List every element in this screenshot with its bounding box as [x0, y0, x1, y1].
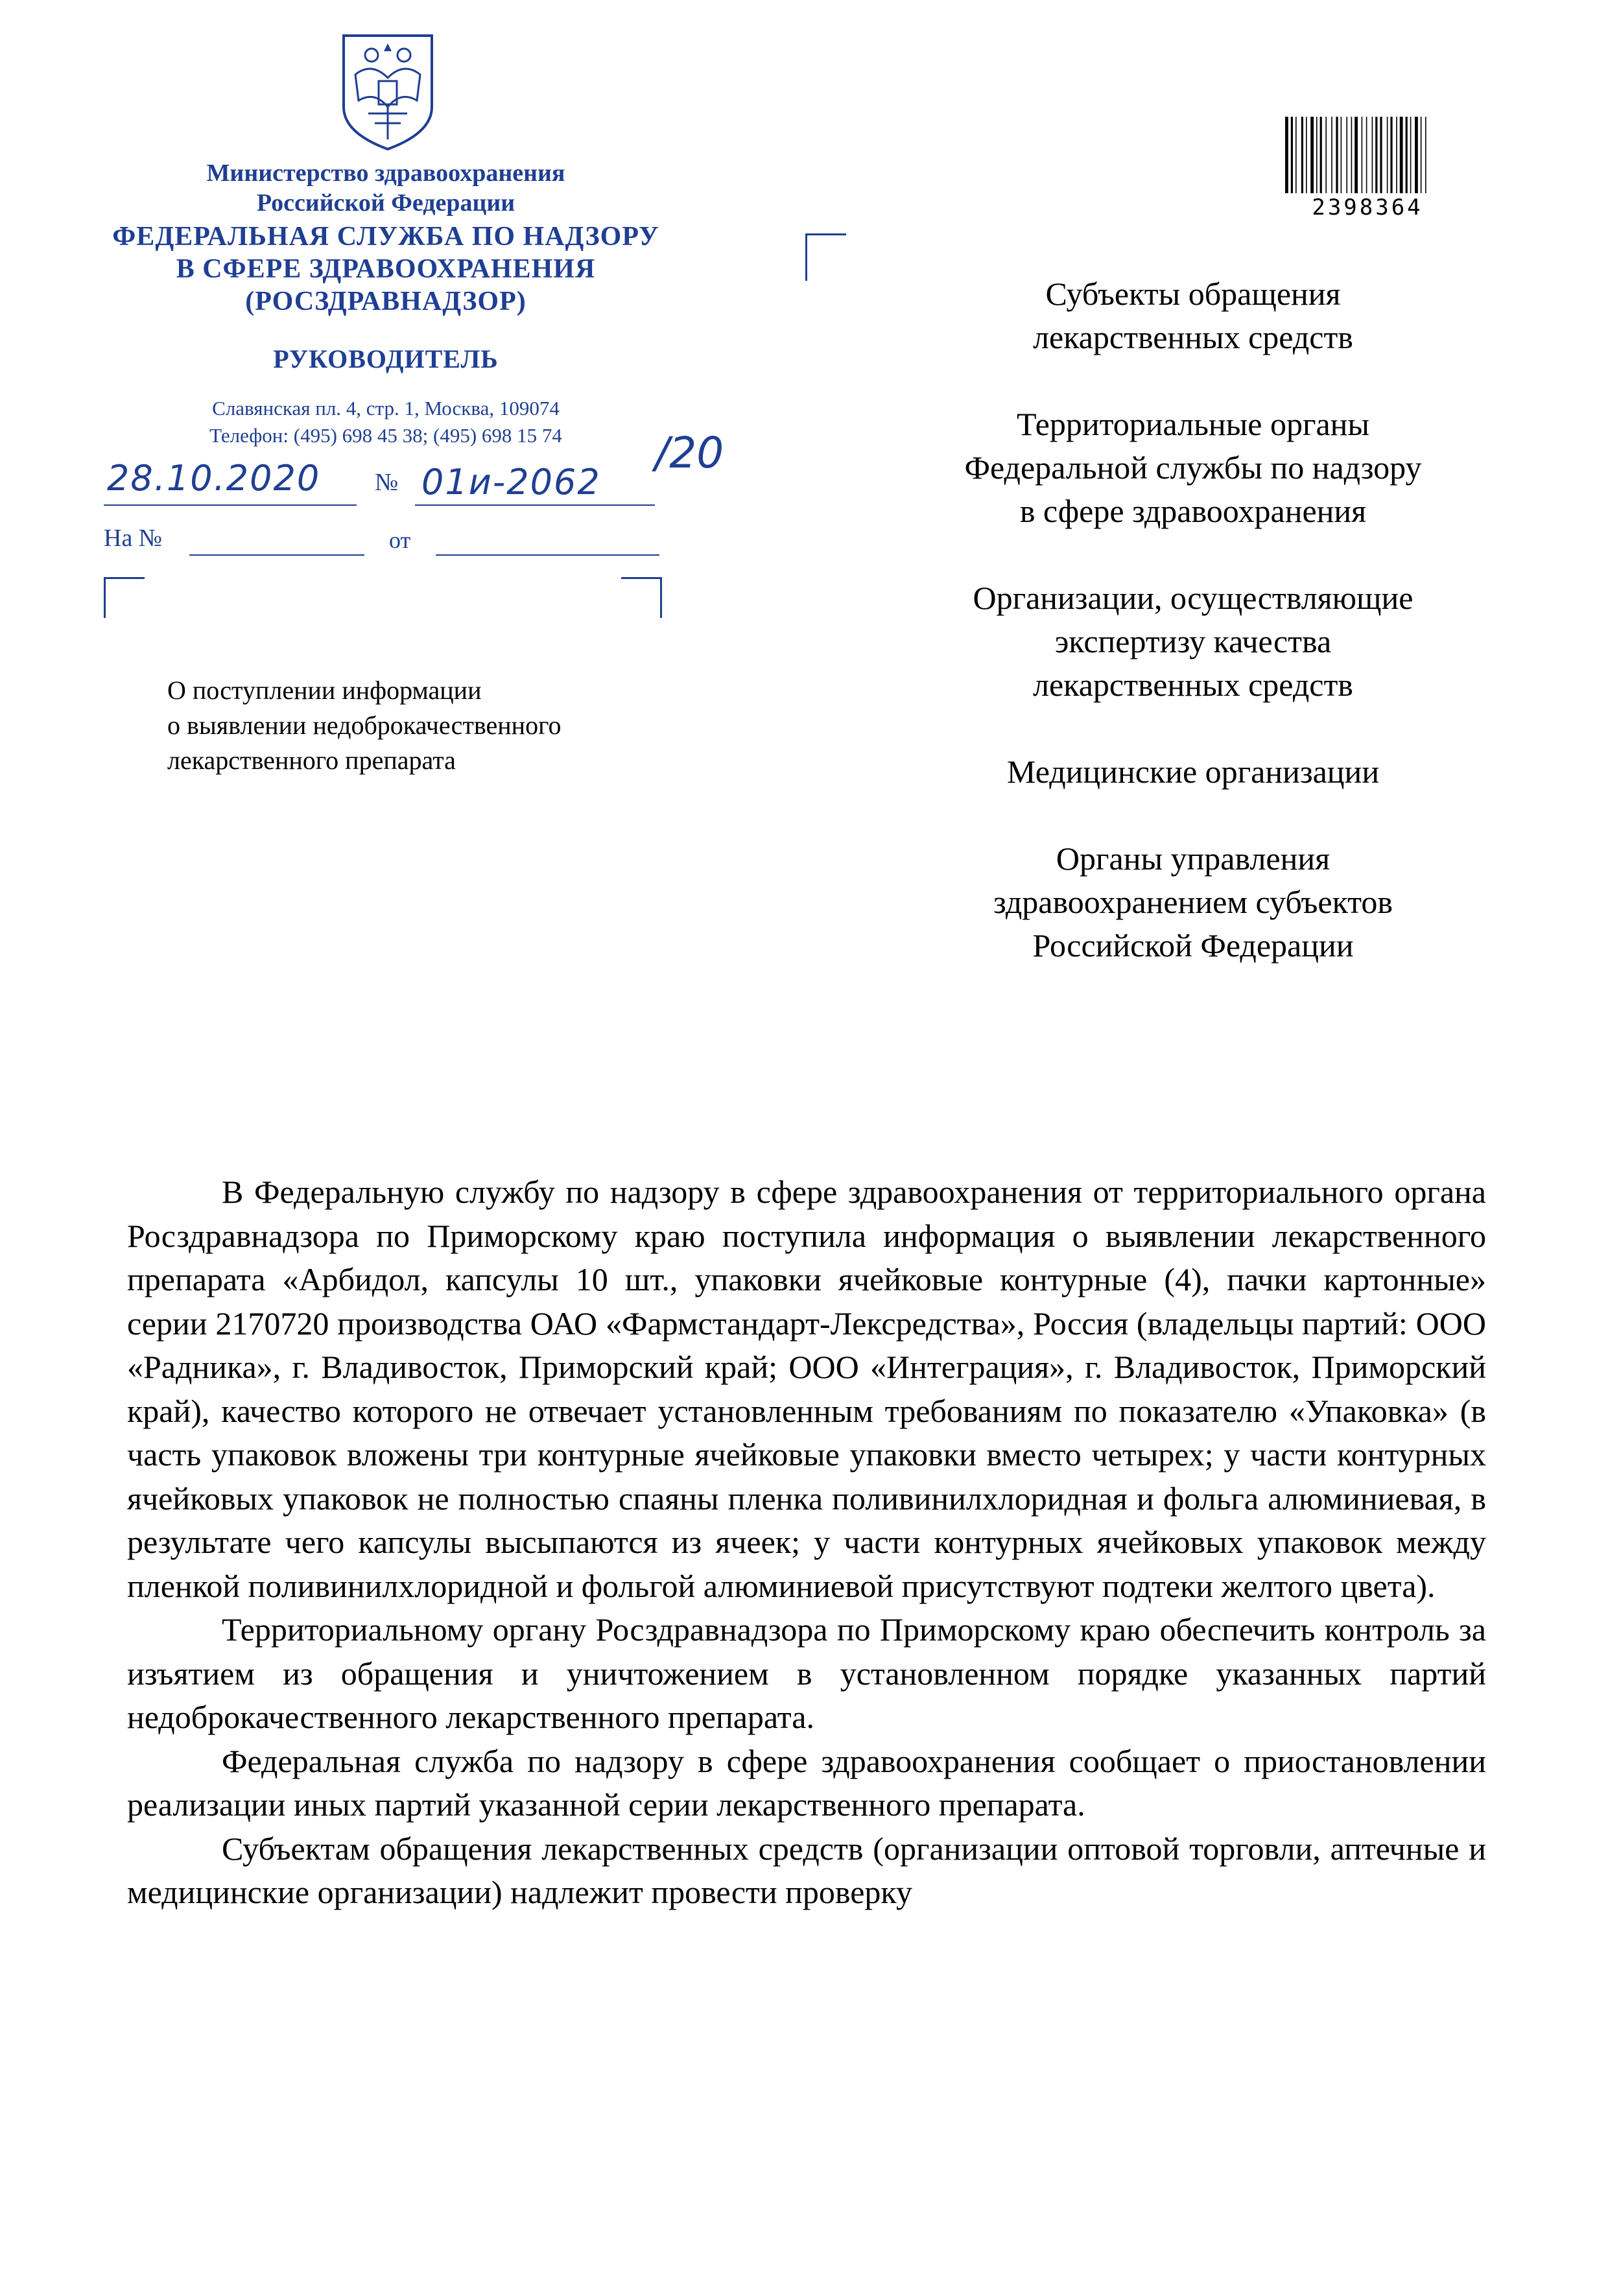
addressee-line: экспертизу качества [1054, 623, 1332, 659]
address-corner-top-right [621, 577, 662, 618]
body-paragraph-4: Субъектам обращения лекарственных средств (организации оптовой торговли, аптечные и медицинские организации) надлежит провести проверку [127, 1830, 1486, 1910]
addressee-line: Субъекты обращения [1045, 276, 1341, 312]
barcode-bar [1301, 117, 1303, 193]
addressee-item [901, 576, 1485, 707]
barcode-bar [1400, 117, 1403, 193]
barcode-bar [1306, 117, 1307, 193]
addressee-item [901, 403, 1485, 533]
letter-number: 01и-2062 [421, 462, 601, 503]
barcode-bar [1331, 117, 1332, 193]
barcode-bar [1316, 117, 1318, 193]
body-paragraph-1: В Федеральную службу по надзору в сфере здравоохранения от территориального органа Росздравнадзора по Приморскому краю поступила информация о выявлении лекарственного препарата «Арбидол, капсулы 10 шт., упаковки ячейковые контурные (4), пачки картонные» серии 2170720 производства ОАО «Фармстандарт-Лексредства», Россия (владельцы партий: ООО «Радника», г. Владивосток, Приморский край; ООО «Интеграция», г. Владивосток, Приморский край), качество которого не отвечает установленным требованиям по показателю «Упаковка» (в часть упаковок вложены три контурные ячейковые упаковки вместо четырех; у части контурных ячейковых упаковок не полностью спаяны пленка поливинилхлоридная и фольга алюминиевая, в результате чего капсулы высыпаются из ячеек; у части контурных ячейковых упаковок между пленкой поливинилхлоридной и фольгой алюминиевой присутствуют подтеки желтого цвета). [127, 1174, 1486, 1604]
service-name [84, 220, 687, 318]
subject-line-1: О поступлении информации [167, 676, 482, 705]
barcode-bar [1415, 117, 1418, 193]
barcode-bar [1421, 117, 1422, 193]
barcode-bar [1410, 117, 1412, 193]
addressee-line: здравоохранением субъектов [993, 884, 1393, 920]
barcode-bar [1396, 117, 1397, 193]
service-phone: Телефон: (495) 698 45 38; (495) 698 15 74 [209, 424, 562, 447]
date-underline [104, 504, 357, 506]
head-title: РУКОВОДИТЕЛЬ [273, 344, 499, 373]
address-corner-top-left [104, 577, 145, 618]
barcode-bar [1346, 117, 1347, 193]
barcode-number: 2398364 [1312, 195, 1423, 220]
service-line-2: В СФЕРЕ ЗДРАВООХРАНЕНИЯ [176, 254, 596, 284]
barcode-bar [1285, 117, 1288, 193]
barcode-bar [1406, 117, 1408, 193]
subject-line-3: лекарственного препарата [167, 746, 456, 775]
ministry-line-1: Министерство здравоохранения [206, 160, 565, 187]
addressee-line: Территориальные органы [1016, 406, 1370, 442]
ministry-line-2: Российской Федерации [256, 189, 515, 217]
barcode-bar [1390, 117, 1392, 193]
letter-number-suffix: /20 [655, 428, 724, 478]
addressee-line: Российской Федерации [1032, 927, 1354, 964]
barcode-bar [1295, 117, 1297, 193]
service-address: Славянская пл. 4, стр. 1, Москва, 109074 [212, 397, 560, 420]
addressee-corner-mark [805, 233, 846, 281]
number-underline [415, 504, 655, 506]
addressee-list [901, 272, 1485, 1011]
letter-body [127, 1170, 1486, 1915]
barcode-bar [1387, 117, 1388, 193]
body-paragraph-2: Территориальному органу Росздравнадзора по Приморскому краю обеспечить контроль за изъятием из обращения и уничтожением в установленном порядке указанных партий недоброкачественного лекарственного препарата. [127, 1611, 1486, 1735]
letter-date: 28.10.2020 [107, 458, 321, 499]
addressee-line: Медицинские организации [1006, 753, 1380, 790]
addressee-line: Органы управления [1056, 840, 1331, 877]
barcode-bar [1372, 117, 1373, 193]
service-line-1: ФЕДЕРАЛЬНАЯ СЛУЖБА ПО НАДЗОРУ [112, 222, 659, 252]
addressee-line: лекарственных средств [1033, 667, 1353, 703]
barcode-bar [1325, 117, 1327, 193]
barcode-bar [1291, 117, 1293, 193]
barcode-bar [1362, 117, 1363, 193]
russian-coat-of-arms-icon [336, 29, 440, 152]
barcode-bar [1366, 117, 1367, 193]
barcode-bar [1336, 117, 1338, 193]
addressee-item [901, 750, 1485, 794]
barcode-bar [1425, 117, 1426, 193]
addressee-line: Федеральной службы по надзору [964, 449, 1422, 486]
barcode-bar [1380, 117, 1382, 193]
barcode-bar [1341, 117, 1342, 193]
ministry-name [84, 158, 687, 218]
subject-line-2: о выявлении недоброкачественного [167, 711, 562, 740]
addressee-line: в сфере здравоохранения [1019, 493, 1367, 529]
body-paragraph-3: Федеральная служба по надзору в сфере здравоохранения сообщает о приостановлении реализации иных партий указанной серии лекарственного препарата. [127, 1742, 1486, 1823]
addressee-line: Организации, осуществляющие [973, 580, 1414, 616]
service-line-3: (РОСЗДРАВНАДЗОР) [245, 287, 526, 316]
number-sign: № [375, 469, 399, 496]
reference-date-line [436, 554, 659, 556]
addressee-line: лекарственных средств [1033, 319, 1353, 355]
barcode-bar [1320, 117, 1322, 193]
barcode [1284, 117, 1451, 195]
reference-number-label: На № [104, 525, 163, 552]
letter-subject [167, 673, 562, 778]
reference-number-line [189, 554, 364, 556]
barcode-bar [1354, 117, 1358, 193]
barcode-bar [1310, 117, 1314, 193]
reference-date-label: от [389, 527, 411, 553]
addressee-item [901, 272, 1485, 359]
barcode-bar [1351, 117, 1353, 193]
addressee-item [901, 837, 1485, 967]
barcode-bar [1375, 117, 1377, 193]
